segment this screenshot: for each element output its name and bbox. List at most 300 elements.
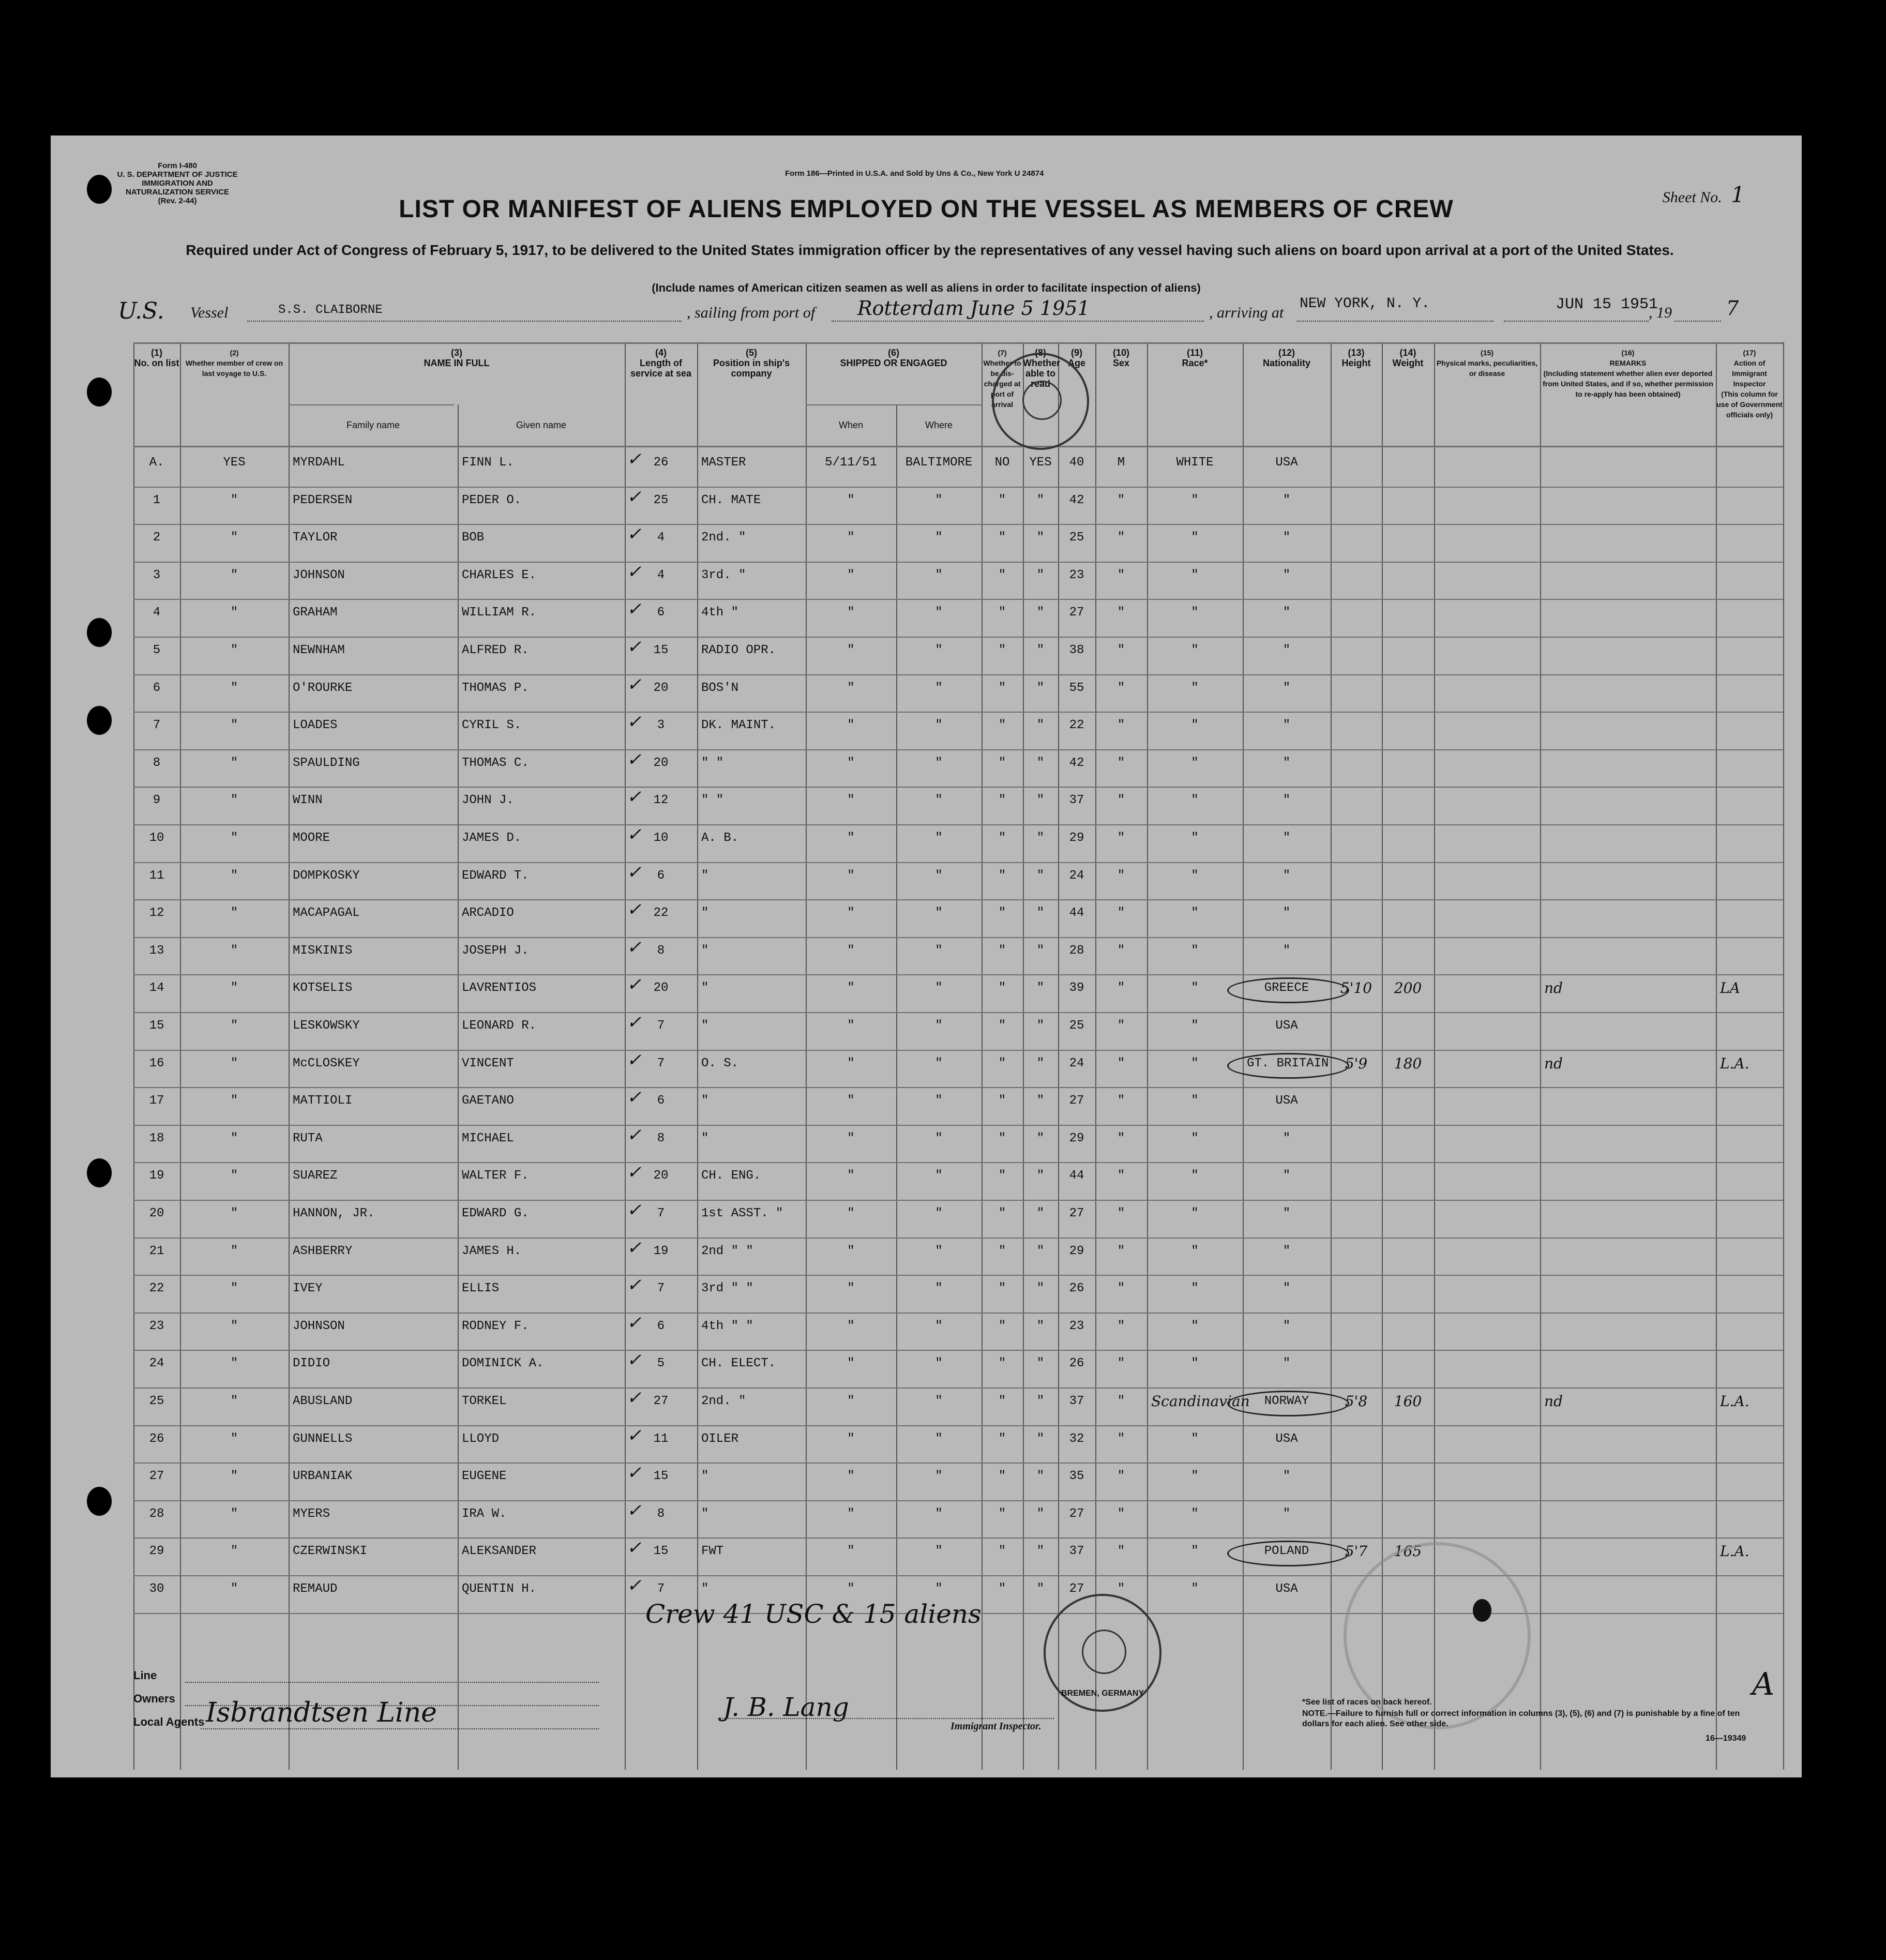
cell-disch: " [998, 1582, 1006, 1596]
cell-no: 1 [153, 493, 161, 507]
cell-prev: " [230, 756, 238, 770]
cell-given: JAMES D. [462, 831, 522, 845]
cell-given: BOB [462, 531, 485, 545]
cell-age: 25 [1069, 1019, 1084, 1033]
cell-age: 27 [1069, 606, 1084, 620]
cell-sex: M [1117, 456, 1125, 470]
cell-disch: " [998, 1207, 1006, 1220]
table-row [133, 526, 1783, 563]
form-id-line-4: (Rev. 2-44) [158, 197, 197, 205]
header-c4: (4) Length of service at sea [630, 348, 692, 379]
cell-no: 16 [149, 1056, 164, 1071]
cell-family: RUTA [293, 1131, 323, 1145]
cell-position: " [701, 981, 709, 996]
cell-read: " [1036, 1169, 1045, 1183]
cell-service: 7 [657, 1019, 665, 1033]
arriving-port-value: NEW YORK, N. Y. [1300, 296, 1430, 312]
fine-note: NOTE.—Failure to furnish full or correct information in columns (3), (5), (6) and (7) is punishable by a fine of ten dollars for each alien. See other side. [1302, 1709, 1740, 1728]
check-mark-icon: ✓ [627, 561, 642, 582]
arriving-label: , arriving at [1209, 304, 1284, 321]
cell-when: " [847, 1244, 855, 1258]
cell-prev: " [230, 981, 238, 996]
cell-read: " [1036, 906, 1045, 921]
cell-disch: " [998, 1506, 1006, 1521]
year-label: , 19 [1649, 304, 1672, 321]
cell-nat: USA [1275, 1019, 1298, 1033]
cell-race: " [1191, 1094, 1199, 1108]
cell-nat: " [1283, 1469, 1291, 1484]
cell-race: " [1191, 756, 1199, 770]
cell-race: " [1191, 906, 1199, 921]
table-row [133, 1502, 1783, 1540]
cell-position: " " [701, 793, 724, 808]
cell-service: 7 [657, 1207, 665, 1220]
cell-age: 27 [1069, 1094, 1084, 1108]
check-mark-icon: ✓ [627, 1087, 642, 1108]
agents-label: Local Agents [133, 1715, 205, 1728]
cell-nat: USA [1275, 456, 1298, 470]
cell-prev: " [230, 606, 238, 620]
cell-no: 29 [149, 1544, 164, 1559]
check-mark-icon: ✓ [627, 1500, 642, 1521]
manifest-sheet [51, 135, 1802, 1777]
cell-family: URBANIAK [293, 1469, 353, 1484]
cell-no: 14 [149, 981, 164, 996]
cell-sex: " [1117, 1244, 1125, 1258]
cell-given: ELLIS [462, 1281, 500, 1296]
cell-position: 3rd " " [701, 1281, 753, 1296]
cell-no: 4 [153, 606, 161, 620]
cell-when: " [847, 1131, 855, 1145]
cell-given: QUENTIN H. [462, 1582, 537, 1596]
cell-given: MICHAEL [462, 1131, 514, 1145]
cell-race: " [1191, 531, 1199, 545]
cell-read: " [1036, 1544, 1045, 1559]
cell-read: " [1036, 1019, 1045, 1033]
header-c6: (6) SHIPPED OR ENGAGED [840, 348, 947, 368]
cell-nat: " [1283, 831, 1291, 845]
cell-no: 18 [149, 1131, 164, 1145]
cell-disch: " [998, 643, 1006, 657]
cell-age: 25 [1069, 531, 1084, 545]
cell-given: PEDER O. [462, 493, 522, 507]
cell-family: TAYLOR [293, 531, 338, 545]
cell-read: " [1036, 756, 1045, 770]
header-c2: (2) Whether member of crew on last voyage to U.S. [185, 349, 283, 378]
cell-where: " [935, 606, 943, 620]
cell-prev: " [230, 1056, 238, 1071]
cell-nat: " [1283, 1356, 1291, 1371]
cell-disch: " [998, 681, 1006, 695]
cell-disch: " [998, 868, 1006, 883]
cell-when: " [847, 831, 855, 845]
cell-remarks: nd [1544, 1054, 1563, 1072]
cell-remarks: nd [1544, 1393, 1563, 1410]
check-mark-icon: ✓ [627, 674, 642, 695]
cell-service: 10 [653, 831, 669, 845]
table-row [133, 1202, 1783, 1239]
cell-family: HANNON, JR. [293, 1207, 375, 1220]
cell-position: CH. ELECT. [701, 1356, 776, 1371]
cell-no: 10 [149, 831, 164, 845]
cell-nat: USA [1275, 1582, 1298, 1596]
punch-hole [87, 706, 112, 735]
cell-read: " [1036, 1131, 1045, 1145]
cell-position: OILER [701, 1431, 739, 1446]
cell-sex: " [1117, 681, 1125, 695]
punch-hole [87, 1487, 112, 1516]
cell-when: 5/11/51 [825, 456, 877, 470]
cell-weight: 200 [1394, 979, 1422, 997]
table-row [133, 1465, 1783, 1502]
cell-where: BALTIMORE [905, 456, 973, 470]
cell-family: IVEY [293, 1281, 323, 1296]
cell-disch: " [998, 718, 1006, 733]
table-row [133, 901, 1783, 939]
initials-mark: A [1752, 1666, 1775, 1702]
cell-read: " [1036, 1506, 1045, 1521]
cell-nat: " [1283, 1207, 1291, 1220]
cell-race: " [1191, 1582, 1199, 1596]
cell-position: 3rd. " [701, 568, 746, 582]
table-row [133, 789, 1783, 826]
cell-nat: " [1283, 1169, 1291, 1183]
cell-prev: " [230, 1582, 238, 1596]
cell-no: 12 [149, 906, 164, 921]
cell-family: MISKINIS [293, 943, 353, 958]
cell-disch: " [998, 1244, 1006, 1258]
cell-age: 29 [1069, 1244, 1084, 1258]
table-row [133, 561, 1783, 601]
cell-read: " [1036, 943, 1045, 958]
header-c7: (7) Whether to be dis-charged at port of arrival [983, 349, 1021, 409]
corner-mark: U.S. [118, 298, 164, 324]
cell-where: " [935, 1169, 943, 1183]
cell-read: " [1036, 981, 1045, 996]
cell-sex: " [1117, 643, 1125, 657]
cell-prev: " [230, 1544, 238, 1559]
check-mark-icon: ✓ [627, 1012, 642, 1033]
cell-sex: " [1117, 1056, 1125, 1071]
table-row [133, 1427, 1783, 1465]
cell-when: " [847, 1094, 855, 1108]
cell-no: 8 [153, 756, 161, 770]
table-row [133, 751, 1783, 789]
cell-position: " [701, 943, 709, 958]
cell-weight: 165 [1394, 1543, 1422, 1560]
inspector-signature: J. B. Lang [723, 1692, 849, 1722]
cell-service: 6 [657, 1094, 665, 1108]
cell-position: CH. MATE [701, 493, 761, 507]
cell-read: " [1036, 1281, 1045, 1296]
cell-family: CZERWINSKI [293, 1544, 368, 1559]
cell-disch: " [998, 1169, 1006, 1183]
cell-disch: " [998, 793, 1006, 808]
cell-given: CYRIL S. [462, 718, 522, 733]
cell-when: " [847, 981, 855, 996]
cell-where: " [935, 1019, 943, 1033]
cell-no: 25 [149, 1394, 164, 1408]
cell-sex: " [1117, 1281, 1125, 1296]
check-mark-icon: ✓ [627, 599, 642, 620]
cell-sex: " [1117, 1394, 1125, 1408]
punch-hole [87, 618, 112, 647]
cell-read: " [1036, 718, 1045, 733]
cell-service: 11 [653, 1431, 669, 1446]
cell-disch: " [998, 1281, 1006, 1296]
cell-service: 19 [653, 1244, 669, 1258]
cell-no: 26 [149, 1431, 164, 1446]
cell-race: " [1191, 1131, 1199, 1145]
cell-given: EDWARD G. [462, 1207, 529, 1220]
check-mark-icon: ✓ [627, 1425, 642, 1446]
cell-race: " [1191, 1169, 1199, 1183]
cell-where: " [935, 943, 943, 958]
crew-table [133, 342, 1783, 1770]
cell-disch: " [998, 606, 1006, 620]
cell-race: " [1191, 943, 1199, 958]
cell-age: 42 [1069, 493, 1084, 507]
cell-disch: NO [994, 456, 1010, 470]
consular-seal [1044, 1594, 1161, 1712]
cell-age: 26 [1069, 1281, 1084, 1296]
cell-no: 20 [149, 1207, 164, 1220]
table-row [133, 1237, 1783, 1277]
cell-service: 15 [653, 1469, 669, 1484]
cell-family: WINN [293, 793, 323, 808]
header-c5: (5) Position in ship's company [713, 348, 790, 379]
cell-disch: " [998, 1394, 1006, 1408]
check-mark-icon: ✓ [627, 1312, 642, 1333]
cell-race: " [1191, 1056, 1199, 1071]
check-mark-icon: ✓ [627, 712, 642, 733]
cell-no: 5 [153, 643, 161, 657]
cell-service: 15 [653, 1544, 669, 1559]
cell-prev: YES [223, 456, 246, 470]
cell-nat: " [1283, 1506, 1291, 1521]
cell-when: " [847, 1356, 855, 1371]
cell-given: GAETANO [462, 1094, 514, 1108]
nationality-circle [1227, 1541, 1349, 1566]
table-row [133, 451, 1783, 488]
header-c13: (13) Height [1341, 348, 1371, 368]
cell-prev: " [230, 1019, 238, 1033]
cell-height: 5'9 [1345, 1054, 1368, 1072]
nationality-circle [1227, 977, 1349, 1003]
cell-given: THOMAS P. [462, 681, 529, 695]
cell-no: 30 [149, 1582, 164, 1596]
cell-family: JOHNSON [293, 1319, 345, 1333]
cell-where: " [935, 981, 943, 996]
cell-age: 37 [1069, 793, 1084, 808]
cell-sex: " [1117, 793, 1125, 808]
cell-service: 15 [653, 643, 669, 657]
table-row [133, 826, 1783, 864]
cell-sex: " [1117, 1169, 1125, 1183]
cell-age: 40 [1069, 456, 1084, 470]
cell-when: " [847, 531, 855, 545]
cell-when: " [847, 756, 855, 770]
cell-when: " [847, 1019, 855, 1033]
cell-sex: " [1117, 606, 1125, 620]
cell-nat: " [1283, 1244, 1291, 1258]
table-row [133, 1390, 1783, 1427]
cell-where: " [935, 568, 943, 582]
cell-family: GUNNELLS [293, 1431, 353, 1446]
cell-prev: " [230, 643, 238, 657]
cell-nat: NORWAY [1264, 1394, 1309, 1408]
table-row [133, 676, 1783, 714]
cell-nat: " [1283, 1131, 1291, 1145]
cell-age: 37 [1069, 1394, 1084, 1408]
cell-prev: " [230, 1394, 238, 1408]
cell-service: 20 [653, 1169, 669, 1183]
cell-given: CHARLES E. [462, 568, 537, 582]
cell-position: " [701, 1582, 709, 1596]
cell-read: " [1036, 1431, 1045, 1446]
header-c10: (10) Sex [1112, 348, 1130, 368]
cell-no: 7 [153, 718, 161, 733]
header-c15: (15) Physical marks, peculiarities, or disease [1436, 349, 1538, 378]
cell-given: ARCADIO [462, 906, 514, 921]
table-row [133, 1089, 1783, 1126]
cell-sex: " [1117, 1319, 1125, 1333]
cell-read: " [1036, 1244, 1045, 1258]
cell-race: " [1191, 981, 1199, 996]
sailing-port-value: Rotterdam June 5 1951 [857, 297, 1090, 320]
cell-no: 11 [149, 868, 164, 883]
cell-given: FINN L. [462, 456, 514, 470]
cell-disch: " [998, 1356, 1006, 1371]
cell-given: DOMINICK A. [462, 1356, 544, 1371]
nationality-circle [1227, 1053, 1349, 1079]
cell-remarks: nd [1544, 979, 1563, 997]
cell-nat: " [1283, 531, 1291, 545]
form-code: 16—19349 [1706, 1734, 1746, 1743]
cell-given: EDWARD T. [462, 868, 529, 883]
cell-position: " [701, 868, 709, 883]
check-mark-icon: ✓ [627, 1200, 642, 1220]
cell-nat: POLAND [1264, 1544, 1309, 1559]
cell-nat: " [1283, 943, 1291, 958]
cell-age: 22 [1069, 718, 1084, 733]
cell-given: LEONARD R. [462, 1019, 537, 1033]
cell-position: " [701, 1094, 709, 1108]
cell-service: 26 [653, 456, 669, 470]
cell-sex: " [1117, 868, 1125, 883]
check-mark-icon: ✓ [627, 1575, 642, 1596]
check-mark-icon: ✓ [627, 1537, 642, 1559]
cell-race: " [1191, 1019, 1199, 1033]
cell-when: " [847, 1056, 855, 1071]
seal-text: BREMEN, GERMANY [1061, 1689, 1144, 1698]
cell-position: " [701, 1131, 709, 1145]
cell-disch: " [998, 906, 1006, 921]
cell-no: 3 [153, 568, 161, 582]
cell-given: LLOYD [462, 1431, 500, 1446]
cell-family: McCLOSKEY [293, 1056, 360, 1071]
check-mark-icon: ✓ [627, 486, 642, 507]
subheader-c3b: Given name [516, 420, 567, 430]
cell-prev: " [230, 1506, 238, 1521]
table-row [133, 601, 1783, 638]
check-mark-icon: ✓ [627, 974, 642, 996]
cell-family: SUAREZ [293, 1169, 338, 1183]
cell-position: " " [701, 756, 724, 770]
cell-no: 23 [149, 1319, 164, 1333]
cell-no: 17 [149, 1094, 164, 1108]
cell-action: L.A. [1720, 1543, 1749, 1560]
cell-when: " [847, 1281, 855, 1296]
check-mark-icon: ✓ [627, 1162, 642, 1183]
form-id-line-1: Form I-480 [158, 161, 197, 170]
table-row [133, 486, 1783, 526]
cell-no: 2 [153, 531, 161, 545]
cell-family: REMAUD [293, 1582, 338, 1596]
cell-age: 28 [1069, 943, 1084, 958]
cell-when: " [847, 1544, 855, 1559]
cell-position: 1st ASST. " [701, 1207, 783, 1220]
cell-when: " [847, 681, 855, 695]
cell-action: L.A. [1720, 1054, 1749, 1072]
cell-service: 6 [657, 868, 665, 883]
cell-position: " [701, 906, 709, 921]
cell-disch: " [998, 568, 1006, 582]
cell-prev: " [230, 1319, 238, 1333]
cell-no: 15 [149, 1019, 164, 1033]
cell-read: " [1036, 1094, 1045, 1108]
cell-nat: " [1283, 868, 1291, 883]
cell-age: 27 [1069, 1582, 1084, 1596]
cell-race: WHITE [1176, 456, 1214, 470]
header-c14: (14) Weight [1392, 348, 1424, 368]
cell-position: " [701, 1469, 709, 1484]
cell-age: 44 [1069, 1169, 1084, 1183]
cell-race: " [1191, 831, 1199, 845]
table-row [133, 1312, 1783, 1352]
table-row [133, 1164, 1783, 1201]
cell-disch: " [998, 943, 1006, 958]
cell-nat: " [1283, 793, 1291, 808]
cell-sex: " [1117, 1582, 1125, 1596]
cell-race: " [1191, 568, 1199, 582]
cell-no: 24 [149, 1356, 164, 1371]
year-hand: 7 [1726, 297, 1739, 320]
cell-service: 22 [653, 906, 669, 921]
cell-race: " [1191, 718, 1199, 733]
cell-read: " [1036, 868, 1045, 883]
cell-no: A. [149, 456, 164, 470]
cell-no: 13 [149, 943, 164, 958]
cell-nat: GREECE [1264, 981, 1309, 996]
form-id-line-2: U. S. DEPARTMENT OF JUSTICE [117, 170, 238, 179]
punch-hole [87, 175, 112, 204]
cell-height: 5'10 [1340, 979, 1372, 997]
cell-age: 23 [1069, 1319, 1084, 1333]
cell-weight: 160 [1394, 1393, 1422, 1410]
cell-sex: " [1117, 1469, 1125, 1484]
cell-family: JOHNSON [293, 568, 345, 582]
cell-nat: USA [1275, 1431, 1298, 1446]
cell-age: 26 [1069, 1356, 1084, 1371]
cell-nat: " [1283, 681, 1291, 695]
header-c9: (9) Age [1067, 348, 1085, 368]
cell-family: KOTSELIS [293, 981, 353, 996]
cell-position: RADIO OPR. [701, 643, 776, 657]
cell-race: " [1191, 1244, 1199, 1258]
cell-race: " [1191, 1469, 1199, 1484]
cell-race: " [1191, 1431, 1199, 1446]
